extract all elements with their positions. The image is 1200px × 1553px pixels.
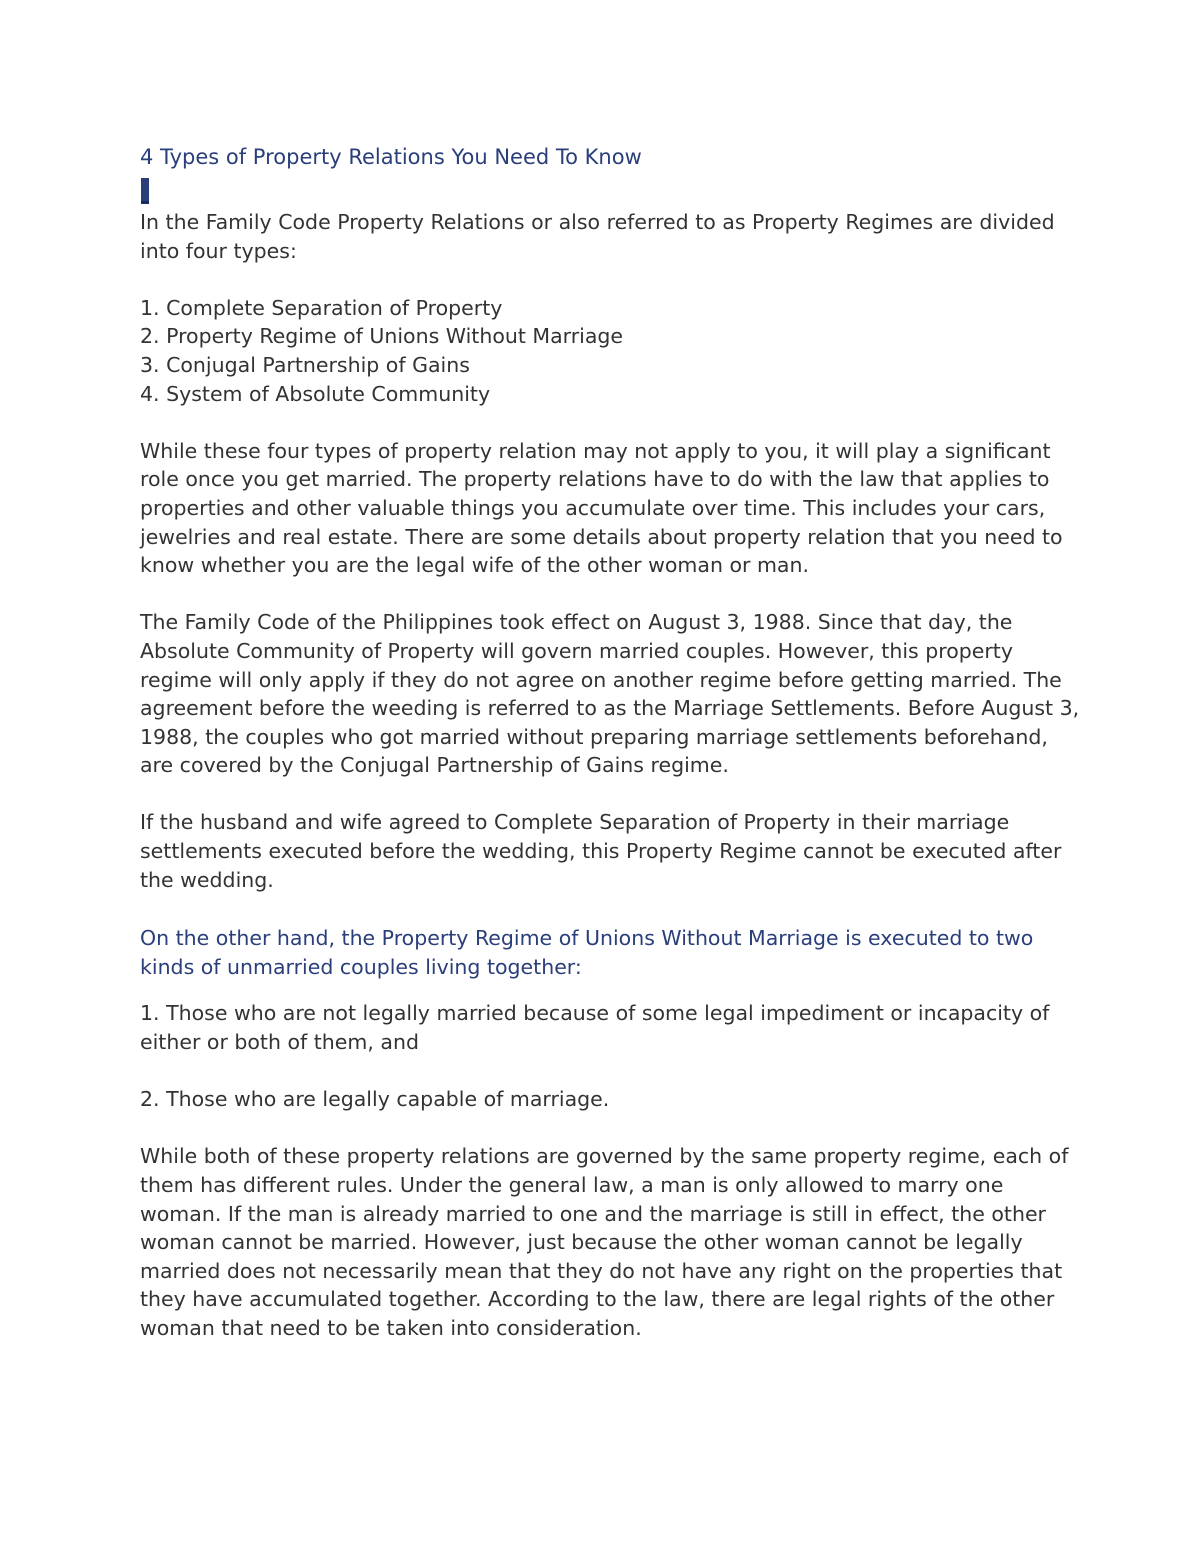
cursor-marker — [141, 178, 149, 204]
spacer — [140, 894, 1080, 924]
list-item: 1. Complete Separation of Property — [140, 295, 503, 320]
list-item: 2. Property Regime of Unions Without Marriage — [140, 324, 624, 349]
document-body — [140, 140, 1080, 1343]
list-item: 3. Conjugal Partnership of Gains — [140, 352, 470, 377]
unions-item-2: 2. Those who are legally capable of marriage. — [140, 1087, 610, 1112]
spacer — [140, 408, 1080, 437]
spacer — [140, 780, 1080, 809]
spacer — [140, 265, 1080, 294]
types-list — [140, 294, 1080, 408]
paragraph-separation: If the husband and wife agreed to Complete Separation of Property in their marriage settlements executed before the wedding, this Property Regime cannot be executed after the wedding. — [140, 810, 1062, 892]
spacer — [140, 981, 1080, 999]
list-item: 4. System of Absolute Community — [140, 381, 491, 406]
paragraph-significance: While these four types of property relation may not apply to you, it will play a significant role once you get married. The property relations have to do with the law that applies to properties and other valuable things you accumulate over time. This includes your cars, jewelries and real estate. There are some details about property relation that you need to know whether you are the legal wife of the other woman or man. — [140, 438, 1063, 578]
paragraph-rights: While both of these property relations are governed by the same property regime, each of them has different rules. Under the general law, a man is only allowed to marry one woman. If the man is already married to one and the marriage is still in effect, the other woman cannot be married. However, just because the other woman cannot be legally married does not necessarily mean that they do not have any right on the properties that they have accumulated together. According to the law, there are legal rights of the other woman that need to be taken into consideration. — [140, 1144, 1069, 1340]
paragraph-family-code: The Family Code of the Philippines took effect on August 3, 1988. Since that day, the Absolute Community of Property will govern married couples. However, this property regime will only apply if they do not agree on another regime before getting married. The agreement before the weeding is referred to as the Marriage Settlements. Before August 3, 1988, the couples who got married without preparing marriage settlements beforehand, are covered by the Conjugal Partnership of Gains regime. — [140, 610, 1080, 778]
unions-item-1: 1. Those who are not legally married because of some legal impediment or incapacity of either or both of them, and — [140, 1001, 1050, 1055]
spacer — [140, 1114, 1080, 1143]
paragraph-unions-heading: On the other hand, the Property Regime of Unions Without Marriage is executed to two kinds of unmarried couples living together: — [140, 926, 1034, 979]
spacer — [140, 1057, 1080, 1086]
document-title: 4 Types of Property Relations You Need To Know — [140, 145, 642, 169]
spacer — [140, 580, 1080, 609]
intro-paragraph: In the Family Code Property Relations or also referred to as Property Regimes are divided into four types: — [140, 210, 1055, 263]
